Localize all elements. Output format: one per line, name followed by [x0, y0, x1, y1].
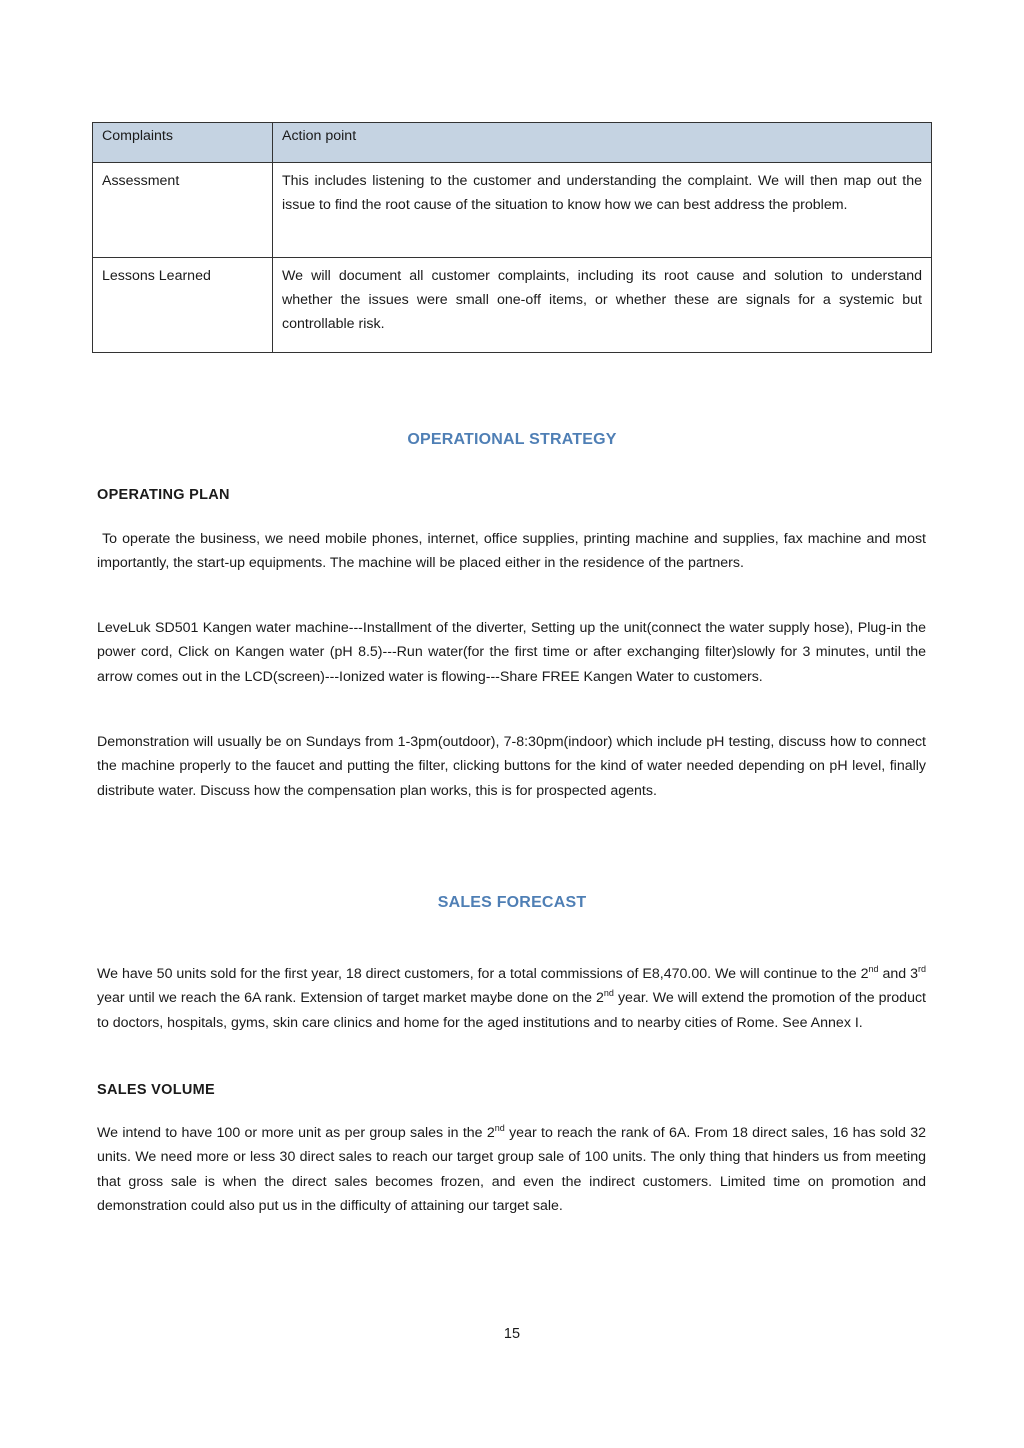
text-run: We intend to have 100 or more unit as per group sales in the 2 — [97, 1125, 495, 1141]
header-cell-complaints: Complaints — [93, 123, 273, 163]
row-label-lessons-learned: Lessons Learned — [93, 258, 273, 353]
paragraph-operating-requirements: To operate the business, we need mobile phones, internet, office supplies, printing machine and supplies, fax machine and most importantly, the start-up equipments. The machine will be placed either in the residence of the partners. — [97, 531, 930, 572]
table-row — [93, 258, 932, 353]
text-run: year until we reach the 6A rank. Extension of target market maybe done on the 2 — [97, 990, 604, 1007]
heading-sales-volume: SALES VOLUME — [97, 1082, 215, 1098]
section-title-operational-strategy: OPERATIONAL STRATEGY — [407, 431, 617, 448]
superscript: rd — [917, 964, 926, 974]
complaints-table — [92, 122, 932, 353]
row-text-lessons-learned: We will document all customer complaints, including its root cause and solution to understand whether the issues were small one-off items, or whether these are signals for a systemic but controllable risk. — [273, 258, 932, 353]
table-header-row — [93, 123, 932, 163]
superscript: nd — [603, 988, 614, 999]
row-text-assessment: This includes listening to the customer and understanding the complaint. We will then map out the issue to find the root cause of the situation to know how we can best address the problem. — [273, 163, 932, 258]
text-run: We have 50 units sold for the first year, 18 direct customers, for a total commissions of E8,470.00. We will continue to the 2 — [97, 966, 869, 982]
superscript: nd — [868, 964, 879, 974]
superscript: nd — [494, 1123, 505, 1133]
page-number: 15 — [503, 1326, 521, 1342]
paragraph-machine-setup: LeveLuk SD501 Kangen water machine---Installment of the diverter, Setting up the unit(connect the water supply hose), Plug-in the power cord, Click on Kangen water (pH 8.5)---Run water(for the first time or after exchanging filter)slowly for 3 minutes, until the arrow comes out in the LCD(screen)---Ionized water is flowing---Share FREE Kangen Water to customers. — [97, 620, 926, 685]
section-title-sales-forecast: SALES FORECAST — [437, 894, 587, 911]
paragraph-sales-forecast — [97, 962, 926, 1035]
row-label-assessment: Assessment — [93, 163, 273, 258]
text-run: year to reach the rank of 6A. From 18 direct sales, 16 has sold 32 units. We need more or less 30 direct sales to reach our target group sale of 100 units. The only thing that hinders us from meeting that gross sale is when the direct sales becomes frozen, and even the indirect customers. Limited time on promotion and demonstration could also put us in the difficulty of attaining our target sale. — [97, 1125, 926, 1214]
text-run: and 3 — [878, 966, 918, 982]
paragraph-demonstration: Demonstration will usually be on Sundays from 1-3pm(outdoor), 7-8:30pm(indoor) which include pH testing, discuss how to connect the machine properly to the faucet and putting the filter, clicking buttons for the kind of water needed depending on pH level, finally distribute water. Discuss how the compensation plan works, this is for prospected agents. — [97, 734, 926, 799]
table-row — [93, 163, 932, 258]
paragraph-sales-volume — [97, 1121, 926, 1218]
heading-operating-plan: OPERATING PLAN — [97, 487, 230, 503]
text-run: year. We will extend the promotion of the product to doctors, hospitals, gyms, skin care clinics and home for the aged institutions and to nearby cities of Rome. See Annex I. — [97, 990, 926, 1031]
header-cell-action-point: Action point — [273, 123, 932, 163]
